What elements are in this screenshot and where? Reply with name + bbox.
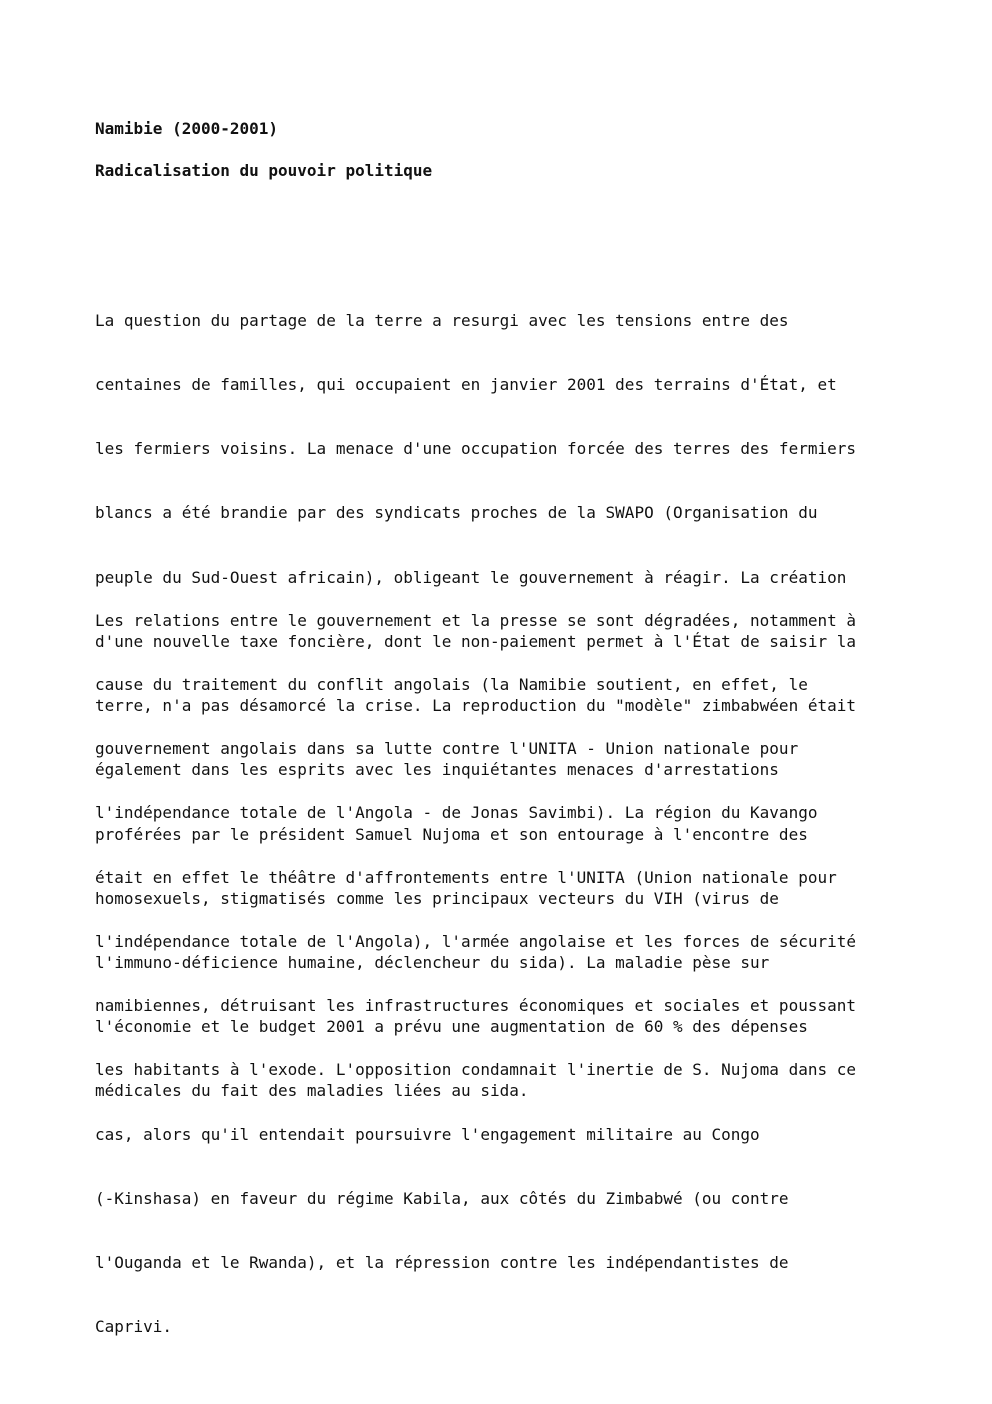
- paragraph-line: les fermiers voisins. La menace d'une occupation forcée des terres des fermiers: [95, 439, 856, 459]
- paragraph-line: peuple du Sud-Ouest africain), obligeant le gouvernement à réagir. La création: [95, 567, 847, 587]
- paragraph-line: proférées par le président Samuel Nujoma et son entourage à l'encontre des: [95, 824, 808, 844]
- paragraph-line: médicales du fait des maladies liées au sida.: [95, 1081, 529, 1101]
- paragraph-line: l'indépendance totale de l'Angola - de Jonas Savimbi). La région du Kavango: [95, 803, 818, 823]
- paragraph-line: centaines de familles, qui occupaient en janvier 2001 des terrains d'État, et: [95, 375, 837, 395]
- paragraph-line: (-Kinshasa) en faveur du régime Kabila, aux côtés du Zimbabwé (ou contre: [95, 1188, 789, 1208]
- paragraph-line: cas, alors qu'il entendait poursuivre l'engagement militaire au Congo: [95, 1124, 760, 1144]
- paragraph-line: l'indépendance totale de l'Angola), l'armée angolaise et les forces de sécurité: [95, 931, 856, 951]
- paragraph-line: namibiennes, détruisant les infrastructures économiques et sociales et poussant: [95, 996, 856, 1016]
- paragraph-line: l'immuno-déficience humaine, déclencheur du sida). La maladie pèse sur: [95, 953, 770, 972]
- paragraph-line: terre, n'a pas désamorcé la crise. La reproduction du "modèle" zimbabwéen était: [95, 696, 856, 716]
- paragraph-line: Les relations entre le gouvernement et la presse se sont dégradées, notamment à: [95, 610, 856, 630]
- paragraph-line: d'une nouvelle taxe foncière, dont le non-paiement permet à l'État de saisir la: [95, 631, 856, 651]
- paragraph-line: blancs a été brandie par des syndicats proches de la SWAPO (Organisation du: [95, 503, 818, 523]
- paragraph-line: La question du partage de la terre a resurgi avec les tensions entre des: [95, 310, 789, 330]
- paragraph-line: également dans les esprits avec les inquiétantes menaces d'arrestations: [95, 760, 779, 780]
- paragraph-line: Caprivi.: [95, 1317, 173, 1337]
- paragraph-press-relations: [95, 567, 856, 1380]
- document-subtitle: Radicalisation du pouvoir politique: [95, 161, 433, 180]
- paragraph-line: l'Ouganda et le Rwanda), et la répression contre les indépendantistes de: [95, 1253, 789, 1272]
- paragraph-line: gouvernement angolais dans sa lutte contre l'UNITA - Union nationale pour: [95, 739, 799, 759]
- paragraph-line: les habitants à l'exode. L'opposition condamnait l'inertie de S. Nujoma dans ce: [95, 1060, 856, 1080]
- paragraph-line: homosexuels, stigmatisés comme les principaux vecteurs du VIH (virus de: [95, 888, 779, 908]
- paragraph-line: était en effet le théâtre d'affrontements entre l'UNITA (Union nationale pour: [95, 867, 837, 887]
- paragraph-line: l'économie et le budget 2001 a prévu une augmentation de 60 % des dépenses: [95, 1017, 808, 1037]
- paragraph-line: cause du traitement du conflit angolais (la Namibie soutient, en effet, le: [95, 675, 808, 695]
- document-title: Namibie (2000-2001): [95, 119, 279, 138]
